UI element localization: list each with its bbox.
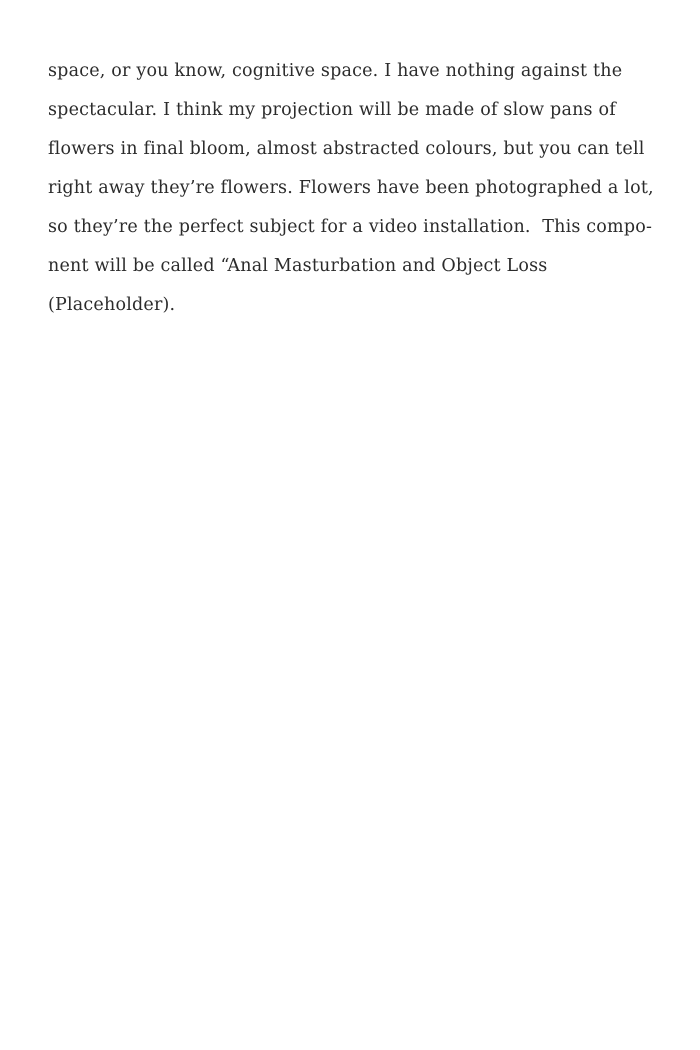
text-line: right away they’re flowers. Flowers have been photographed a lot, bbox=[48, 178, 654, 198]
text-line: spectacular. I think my projection will be made of slow pans of bbox=[48, 100, 616, 120]
text-line: flowers in final bloom, almost abstracted colours, but you can tell bbox=[48, 139, 645, 159]
body-paragraph bbox=[48, 52, 658, 325]
text-line: space, or you know, cognitive space. I have nothing against the bbox=[48, 61, 623, 81]
text-line: (Placeholder). bbox=[48, 295, 176, 315]
text-line: so they’re the perfect subject for a video installation. This compo- bbox=[48, 217, 653, 237]
text-line: nent will be called “Anal Masturbation and Object Loss bbox=[48, 256, 548, 276]
